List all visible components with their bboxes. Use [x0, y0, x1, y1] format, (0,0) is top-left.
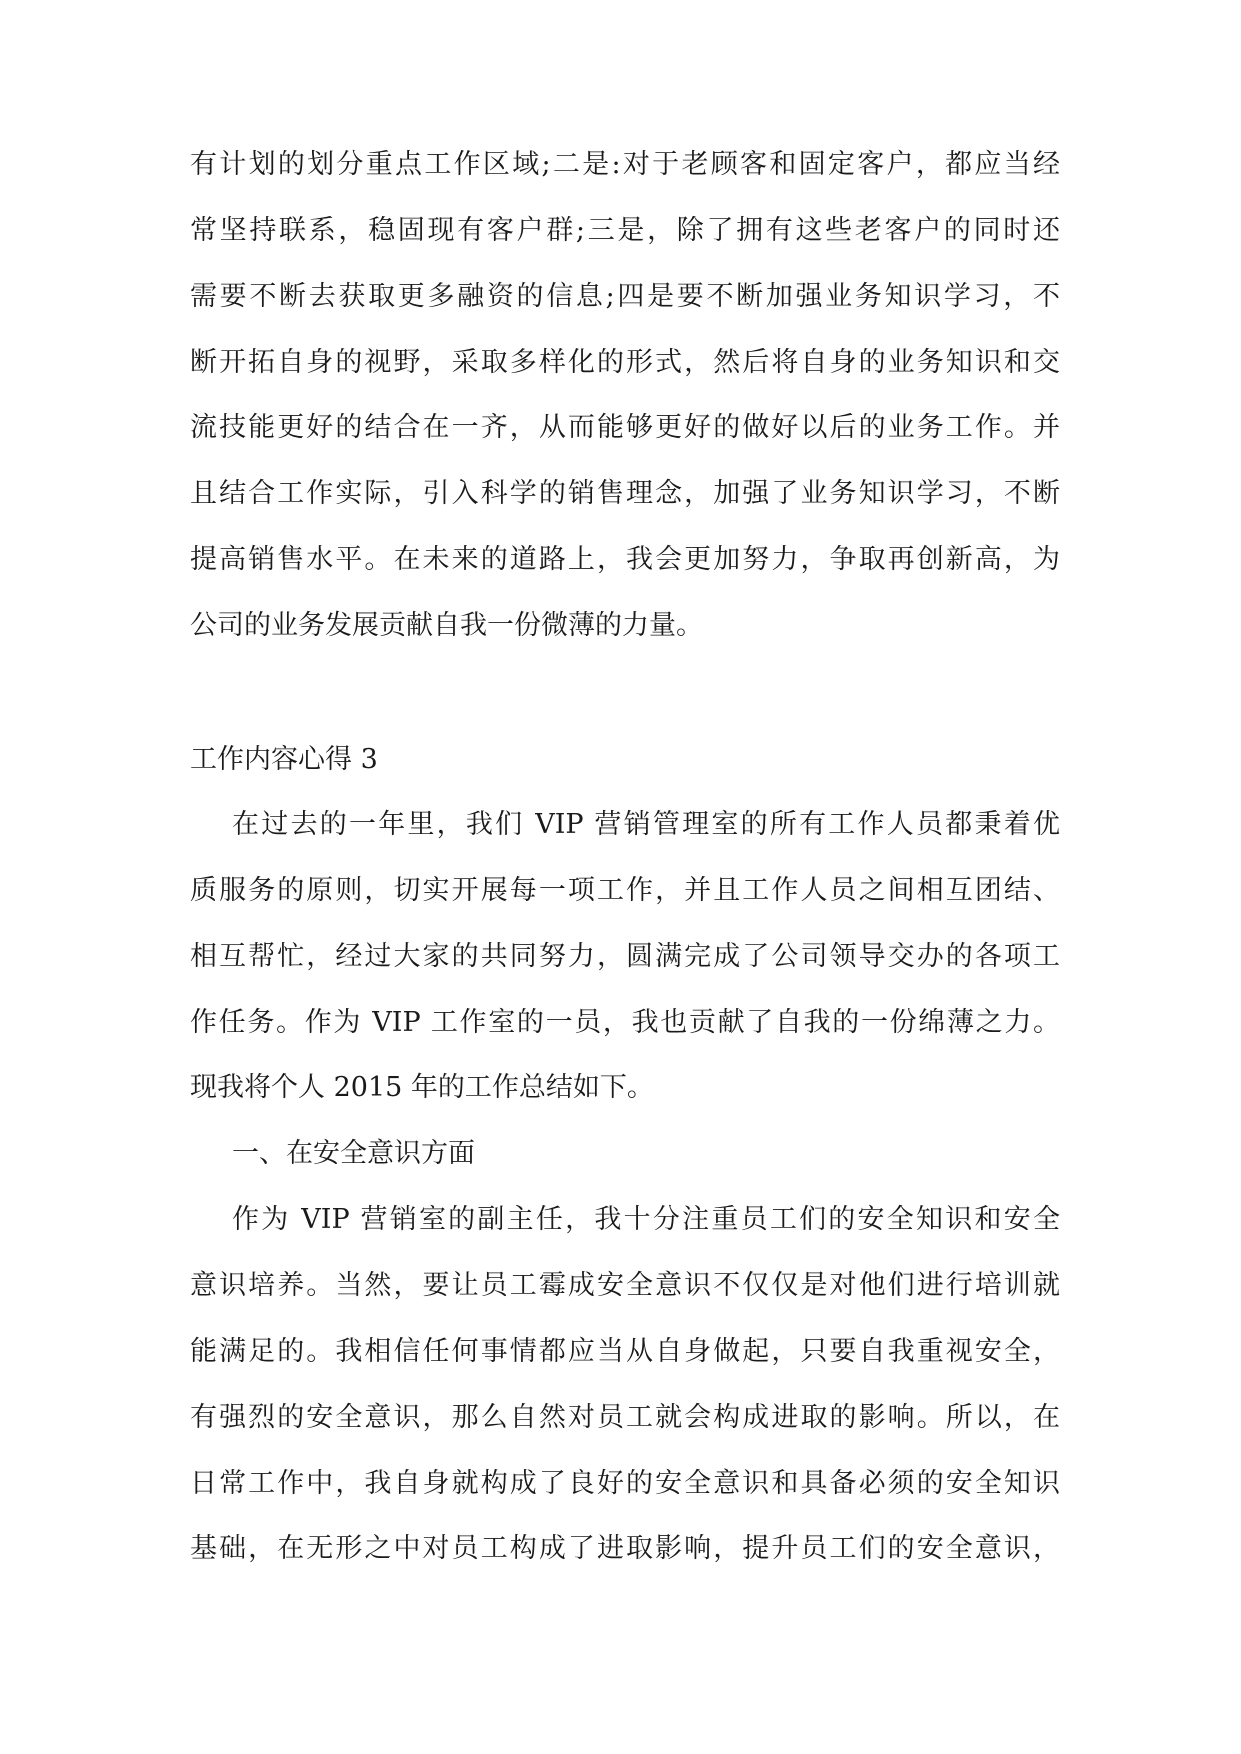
paragraph-line: 现我将个人 2015 年的工作总结如下。	[190, 1072, 654, 1103]
paragraph-line: 有计划的划分重点工作区域;二是:对于老顾客和固定客户，都应当经	[190, 149, 1060, 180]
paragraph-line: 意识培养。当然，要让员工霉成安全意识不仅仅是对他们进行培训就	[190, 1270, 1060, 1301]
paragraph-line: 质服务的原则，切实开展每一项工作，并且工作人员之间相互团结、	[190, 875, 1060, 906]
paragraph-line: 断开拓自身的视野，采取多样化的形式，然后将自身的业务知识和交	[190, 347, 1060, 378]
paragraph-line: 基础，在无形之中对员工构成了进取影响，提升员工们的安全意识，	[190, 1533, 1060, 1564]
paragraph-line: 作任务。作为 VIP 工作室的一员，我也贡献了自我的一份绵薄之力。	[190, 1007, 1060, 1038]
section-heading: 工作内容心得 3	[190, 744, 378, 775]
paragraph-line: 流技能更好的结合在一齐，从而能够更好的做好以后的业务工作。并	[190, 412, 1060, 443]
paragraph-line: 需要不断去获取更多融资的信息;四是要不断加强业务知识学习，不	[190, 281, 1060, 312]
paragraph-line: 有强烈的安全意识，那么自然对员工就会构成进取的影响。所以，在	[190, 1402, 1060, 1433]
paragraph-line: 日常工作中，我自身就构成了良好的安全意识和具备必须的安全知识	[190, 1468, 1060, 1499]
paragraph-line: 常坚持联系，稳固现有客户群;三是，除了拥有这些老客户的同时还	[190, 215, 1060, 246]
paragraph-line: 作为 VIP 营销室的副主任，我十分注重员工们的安全知识和安全	[232, 1204, 1060, 1235]
paragraph-line: 在过去的一年里，我们 VIP 营销管理室的所有工作人员都秉着优	[232, 809, 1060, 840]
paragraph-line: 且结合工作实际，引入科学的销售理念，加强了业务知识学习，不断	[190, 478, 1060, 509]
paragraph-line: 能满足的。我相信任何事情都应当从自身做起，只要自我重视安全，	[190, 1336, 1060, 1367]
paragraph-line: 提高销售水平。在未来的道路上，我会更加努力，争取再创新高，为	[190, 544, 1060, 575]
paragraph-line: 公司的业务发展贡献自我一份微薄的力量。	[190, 610, 703, 641]
subsection-heading: 一、在安全意识方面	[232, 1138, 475, 1169]
paragraph-line: 相互帮忙，经过大家的共同努力，圆满完成了公司领导交办的各项工	[190, 941, 1060, 972]
